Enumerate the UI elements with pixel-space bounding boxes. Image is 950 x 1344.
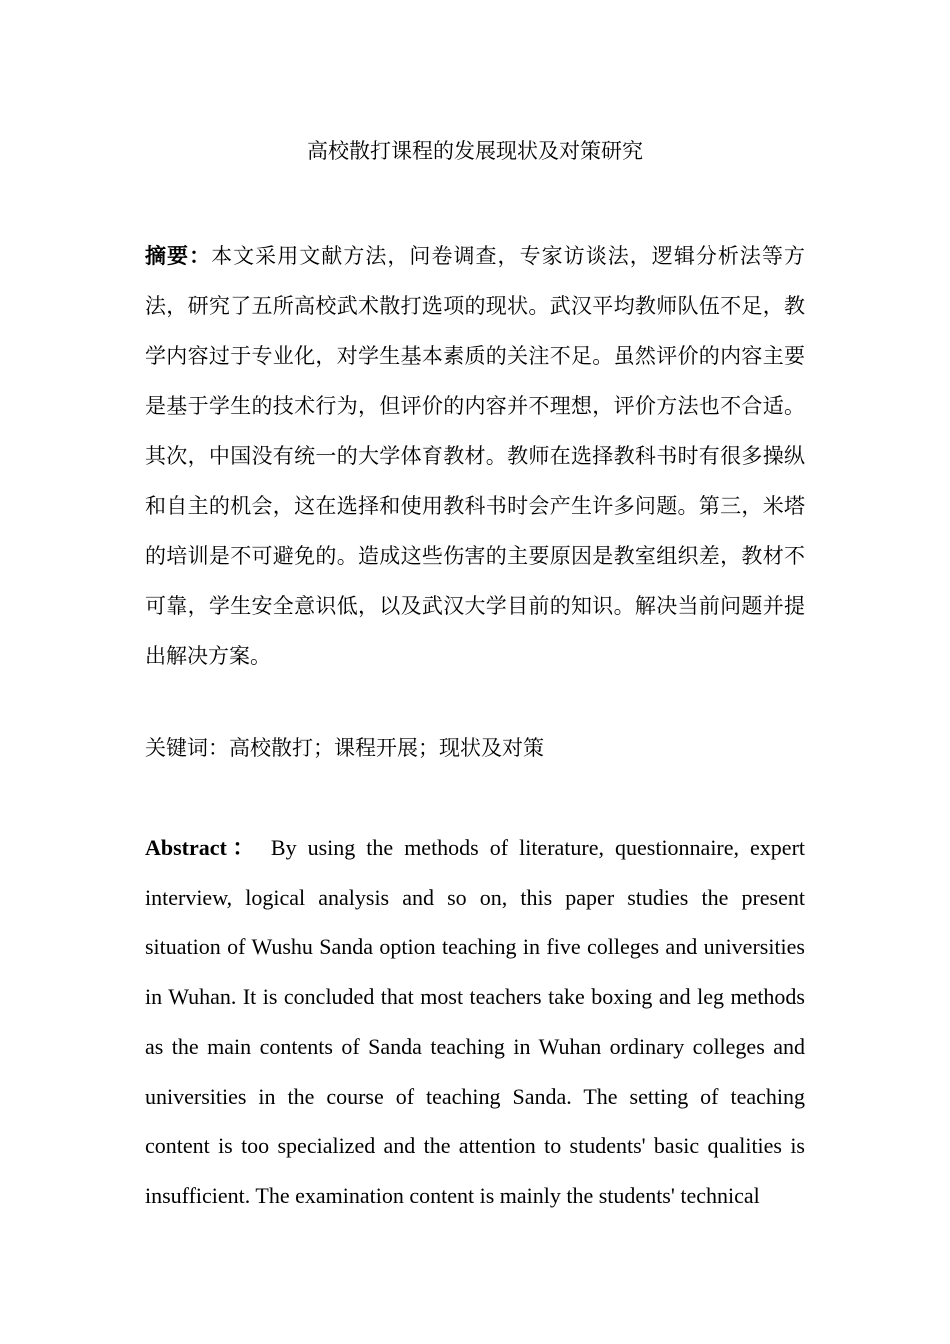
document-title: 高校散打课程的发展现状及对策研究	[307, 139, 643, 163]
english-abstract-text: By using the methods of literature, questionnaire, expert interview, logical analysis and so on, this paper studies the present situation of Wushu Sanda option teaching in five colleges and universities in Wuhan. It is concluded that most teachers take boxing and leg methods as the main contents of Sanda teaching in Wuhan ordinary colleges and universities in the course of teaching Sanda. The setting of teaching content is too specialized and the attention to students' basic qualities is insufficient. The examination content is mainly the students' technical	[145, 835, 806, 1208]
english-abstract-label: Abstract：	[145, 835, 260, 860]
english-abstract	[145, 823, 805, 1221]
chinese-keywords: 关键词：高校散打；课程开展；现状及对策	[145, 736, 544, 760]
chinese-abstract-label: 摘要：	[145, 243, 212, 268]
chinese-abstract-text: 本文采用文献方法，问卷调查，专家访谈法，逻辑分析法等方法，研究了五所高校武术散打选项的现状。武汉平均教师队伍不足，教学内容过于专业化，对学生基本素质的关注不足。虽然评价的内容主要是基于学生的技术行为，但评价的内容并不理想，评价方法也不合适。其次，中国没有统一的大学体育教材。教师在选择教科书时有很多操纵和自主的机会，这在选择和使用教科书时会产生许多问题。第三，米塔的培训是不可避免的。造成这些伤害的主要原因是教室组织差，教材不可靠，学生安全意识低，以及武汉大学目前的知识。解决当前问题并提出解决方案。	[145, 244, 806, 668]
chinese-abstract	[145, 231, 805, 681]
